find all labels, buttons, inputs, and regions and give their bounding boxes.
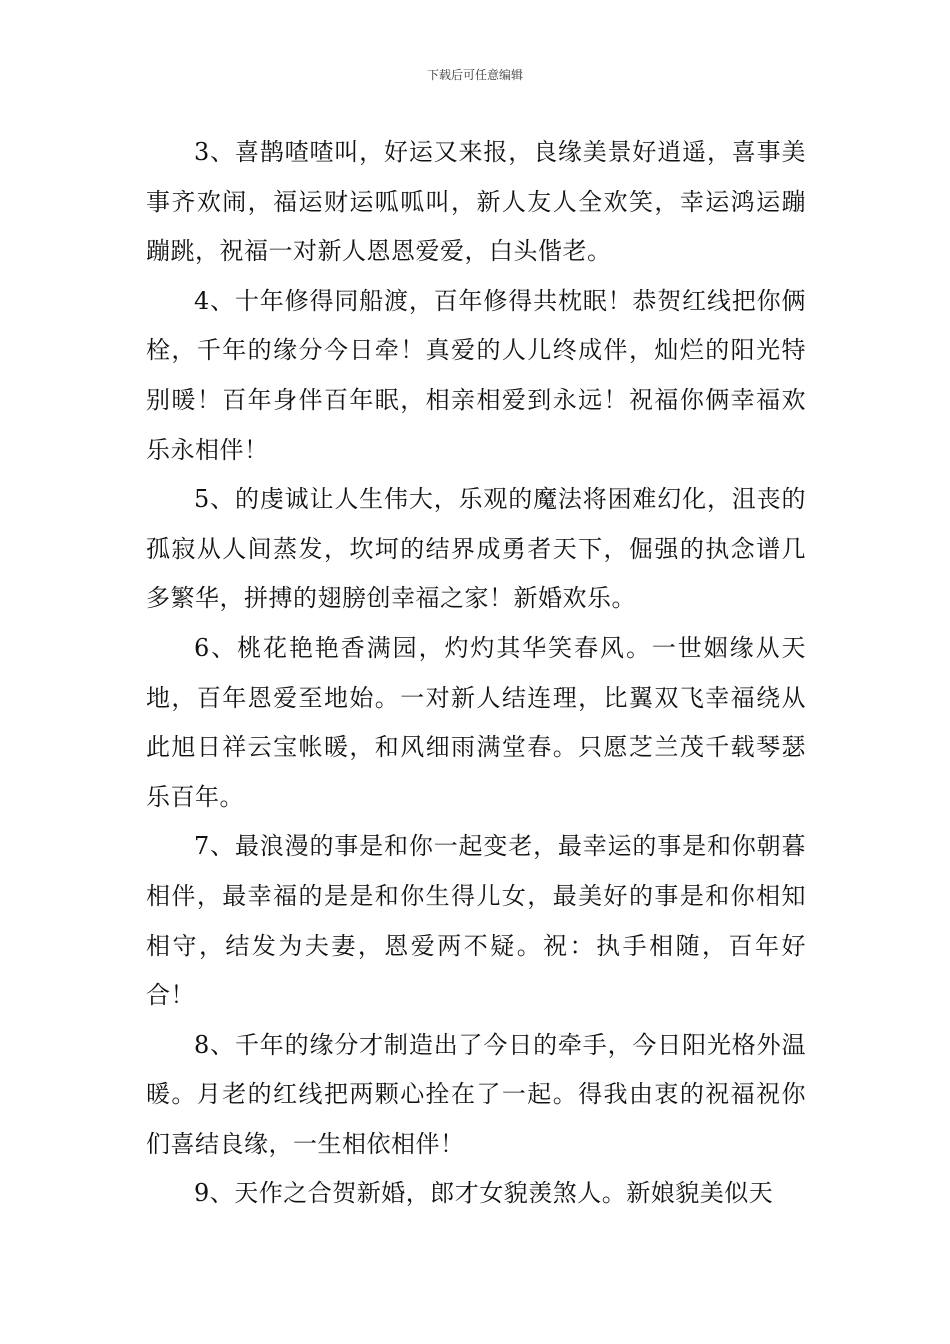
paragraph-6: 6、桃花艳艳香满园，灼灼其华笑春风。一世姻缘从天地，百年恩爱至地始。一对新人结连理，比翼双飞幸福绕从此旭日祥云宝帐暖，和风细雨满堂春。只愿芝兰茂千载琴瑟乐百年。 <box>146 633 806 811</box>
paragraph-8: 8、千年的缘分才制造出了今日的牵手，今日阳光格外温暖。月老的红线把两颗心拴在了一起。得我由衷的祝福祝你们喜结良缘，一生相依相伴！ <box>146 1030 806 1158</box>
paragraph-4: 4、十年修得同船渡，百年修得共枕眠！恭贺红线把你俩栓，千年的缘分今日牵！真爱的人儿终成伴，灿烂的阳光特别暖！百年身伴百年眠，相亲相爱到永远！祝福你俩幸福欢乐永相伴！ <box>146 286 806 464</box>
document-body <box>146 128 806 1219</box>
paragraph-9: 9、天作之合贺新婚，郎才女貌羡煞人。新娘貌美似天 <box>194 1179 774 1208</box>
paragraph-3: 3、喜鹊喳喳叫，好运又来报，良缘美景好逍遥，喜事美事齐欢闹，福运财运呱呱叫，新人友人全欢笑，幸运鸿运蹦蹦跳，祝福一对新人恩恩爱爱，白头偕老。 <box>146 138 806 266</box>
paragraph-7: 7、最浪漫的事是和你一起变老，最幸运的事是和你朝暮相伴，最幸福的是是和你生得儿女，最美好的事是和你相知相守，结发为夫妻，恩爱两不疑。祝：执手相随，百年好合！ <box>146 832 806 1010</box>
paragraph-5: 5、的虔诚让人生伟大，乐观的魔法将困难幻化，沮丧的孤寂从人间蒸发，坎坷的结界成勇者天下，倔强的执念谱几多繁华，拼搏的翅膀创幸福之家！新婚欢乐。 <box>146 485 806 613</box>
page-header: 下载后可任意编辑 <box>426 68 523 82</box>
